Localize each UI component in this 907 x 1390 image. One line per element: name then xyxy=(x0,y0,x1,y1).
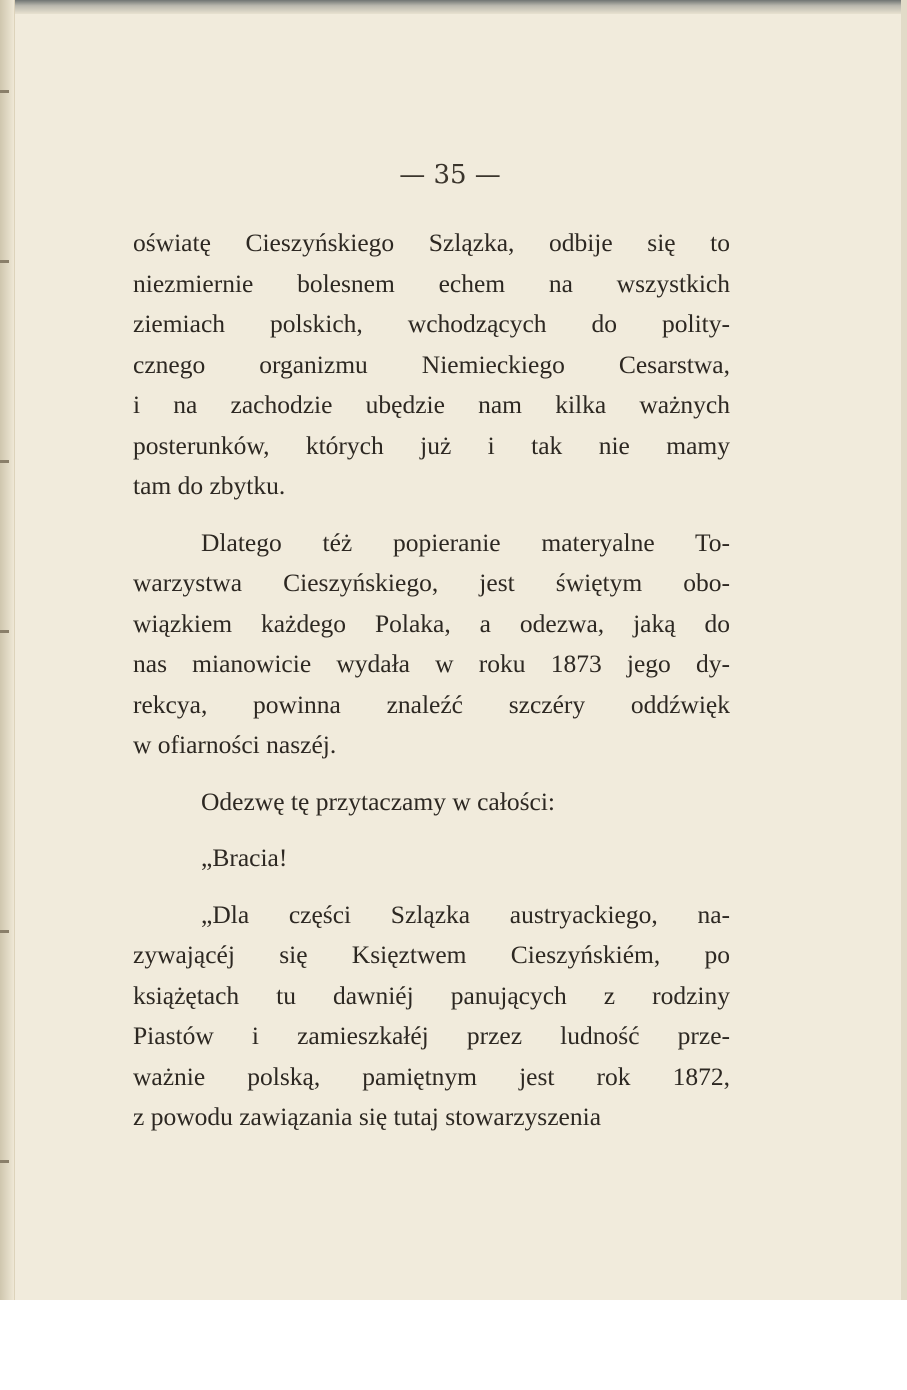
paragraph-line: rekcya, powinna znaleźć szczéry oddźwięk xyxy=(133,689,730,719)
binding-mark xyxy=(0,930,9,933)
binding-mark xyxy=(0,1160,9,1163)
paragraph-line: niezmiernie bolesnem echem na wszystkich xyxy=(133,268,730,298)
paragraph-line: nas mianowicie wydała w roku 1873 jego dy- xyxy=(133,649,730,678)
paragraph-line: i na zachodzie ubędzie nam kilka ważnych xyxy=(133,390,730,419)
paragraph-line: Odezwę tę przytaczamy w całości: xyxy=(201,786,555,816)
binding-mark xyxy=(0,260,9,263)
paragraph-line: ziemiach polskich, wchodzących do polity- xyxy=(133,309,730,338)
paragraph-line: warzystwa Cieszyńskiego, jest świętym obo- xyxy=(133,568,730,597)
paragraph-line: z powodu zawiązania się tutaj stowarzyszenia xyxy=(133,1102,602,1131)
page-top-edge xyxy=(0,0,907,14)
paragraph-line: Dlatego téż popieranie materyalne To- xyxy=(201,527,730,557)
paragraph-line: cznego organizmu Niemieckiego Cesarstwa, xyxy=(133,349,730,379)
paragraph-line: „Bracia! xyxy=(201,843,288,872)
page-number: — 35 — xyxy=(399,160,501,190)
page-right-edge xyxy=(901,0,907,1300)
paragraph-line: w ofiarności naszéj. xyxy=(133,730,337,759)
binding-mark xyxy=(0,630,9,633)
body-text xyxy=(133,223,730,1138)
binding-mark xyxy=(0,90,9,93)
bottom-margin xyxy=(0,1300,907,1390)
binding-mark xyxy=(0,460,9,463)
paragraph-line: ważnie polską, pamiętnym jest rok 1872, xyxy=(133,1061,730,1091)
paragraph-line: tam do zbytku. xyxy=(133,471,286,500)
paragraph-line: posterunków, których już i tak nie mamy xyxy=(133,430,730,460)
paragraph-line: Piastów i zamieszkałéj przez ludność prze- xyxy=(133,1021,730,1050)
paragraph-line: wiązkiem każdego Polaka, a odezwa, jaką do xyxy=(133,608,730,638)
paragraph-line: oświatę Cieszyńskiego Szlązka, odbije się to xyxy=(133,228,730,257)
page-binding-edge xyxy=(0,0,15,1300)
paragraph-line: zywającéj się Księztwem Cieszyńskiém, po xyxy=(133,940,730,969)
paragraph-line: książętach tu dawniéj panujących z rodziny xyxy=(133,980,730,1010)
paragraph-line: „Dla części Szlązka austryackiego, na- xyxy=(201,899,730,929)
